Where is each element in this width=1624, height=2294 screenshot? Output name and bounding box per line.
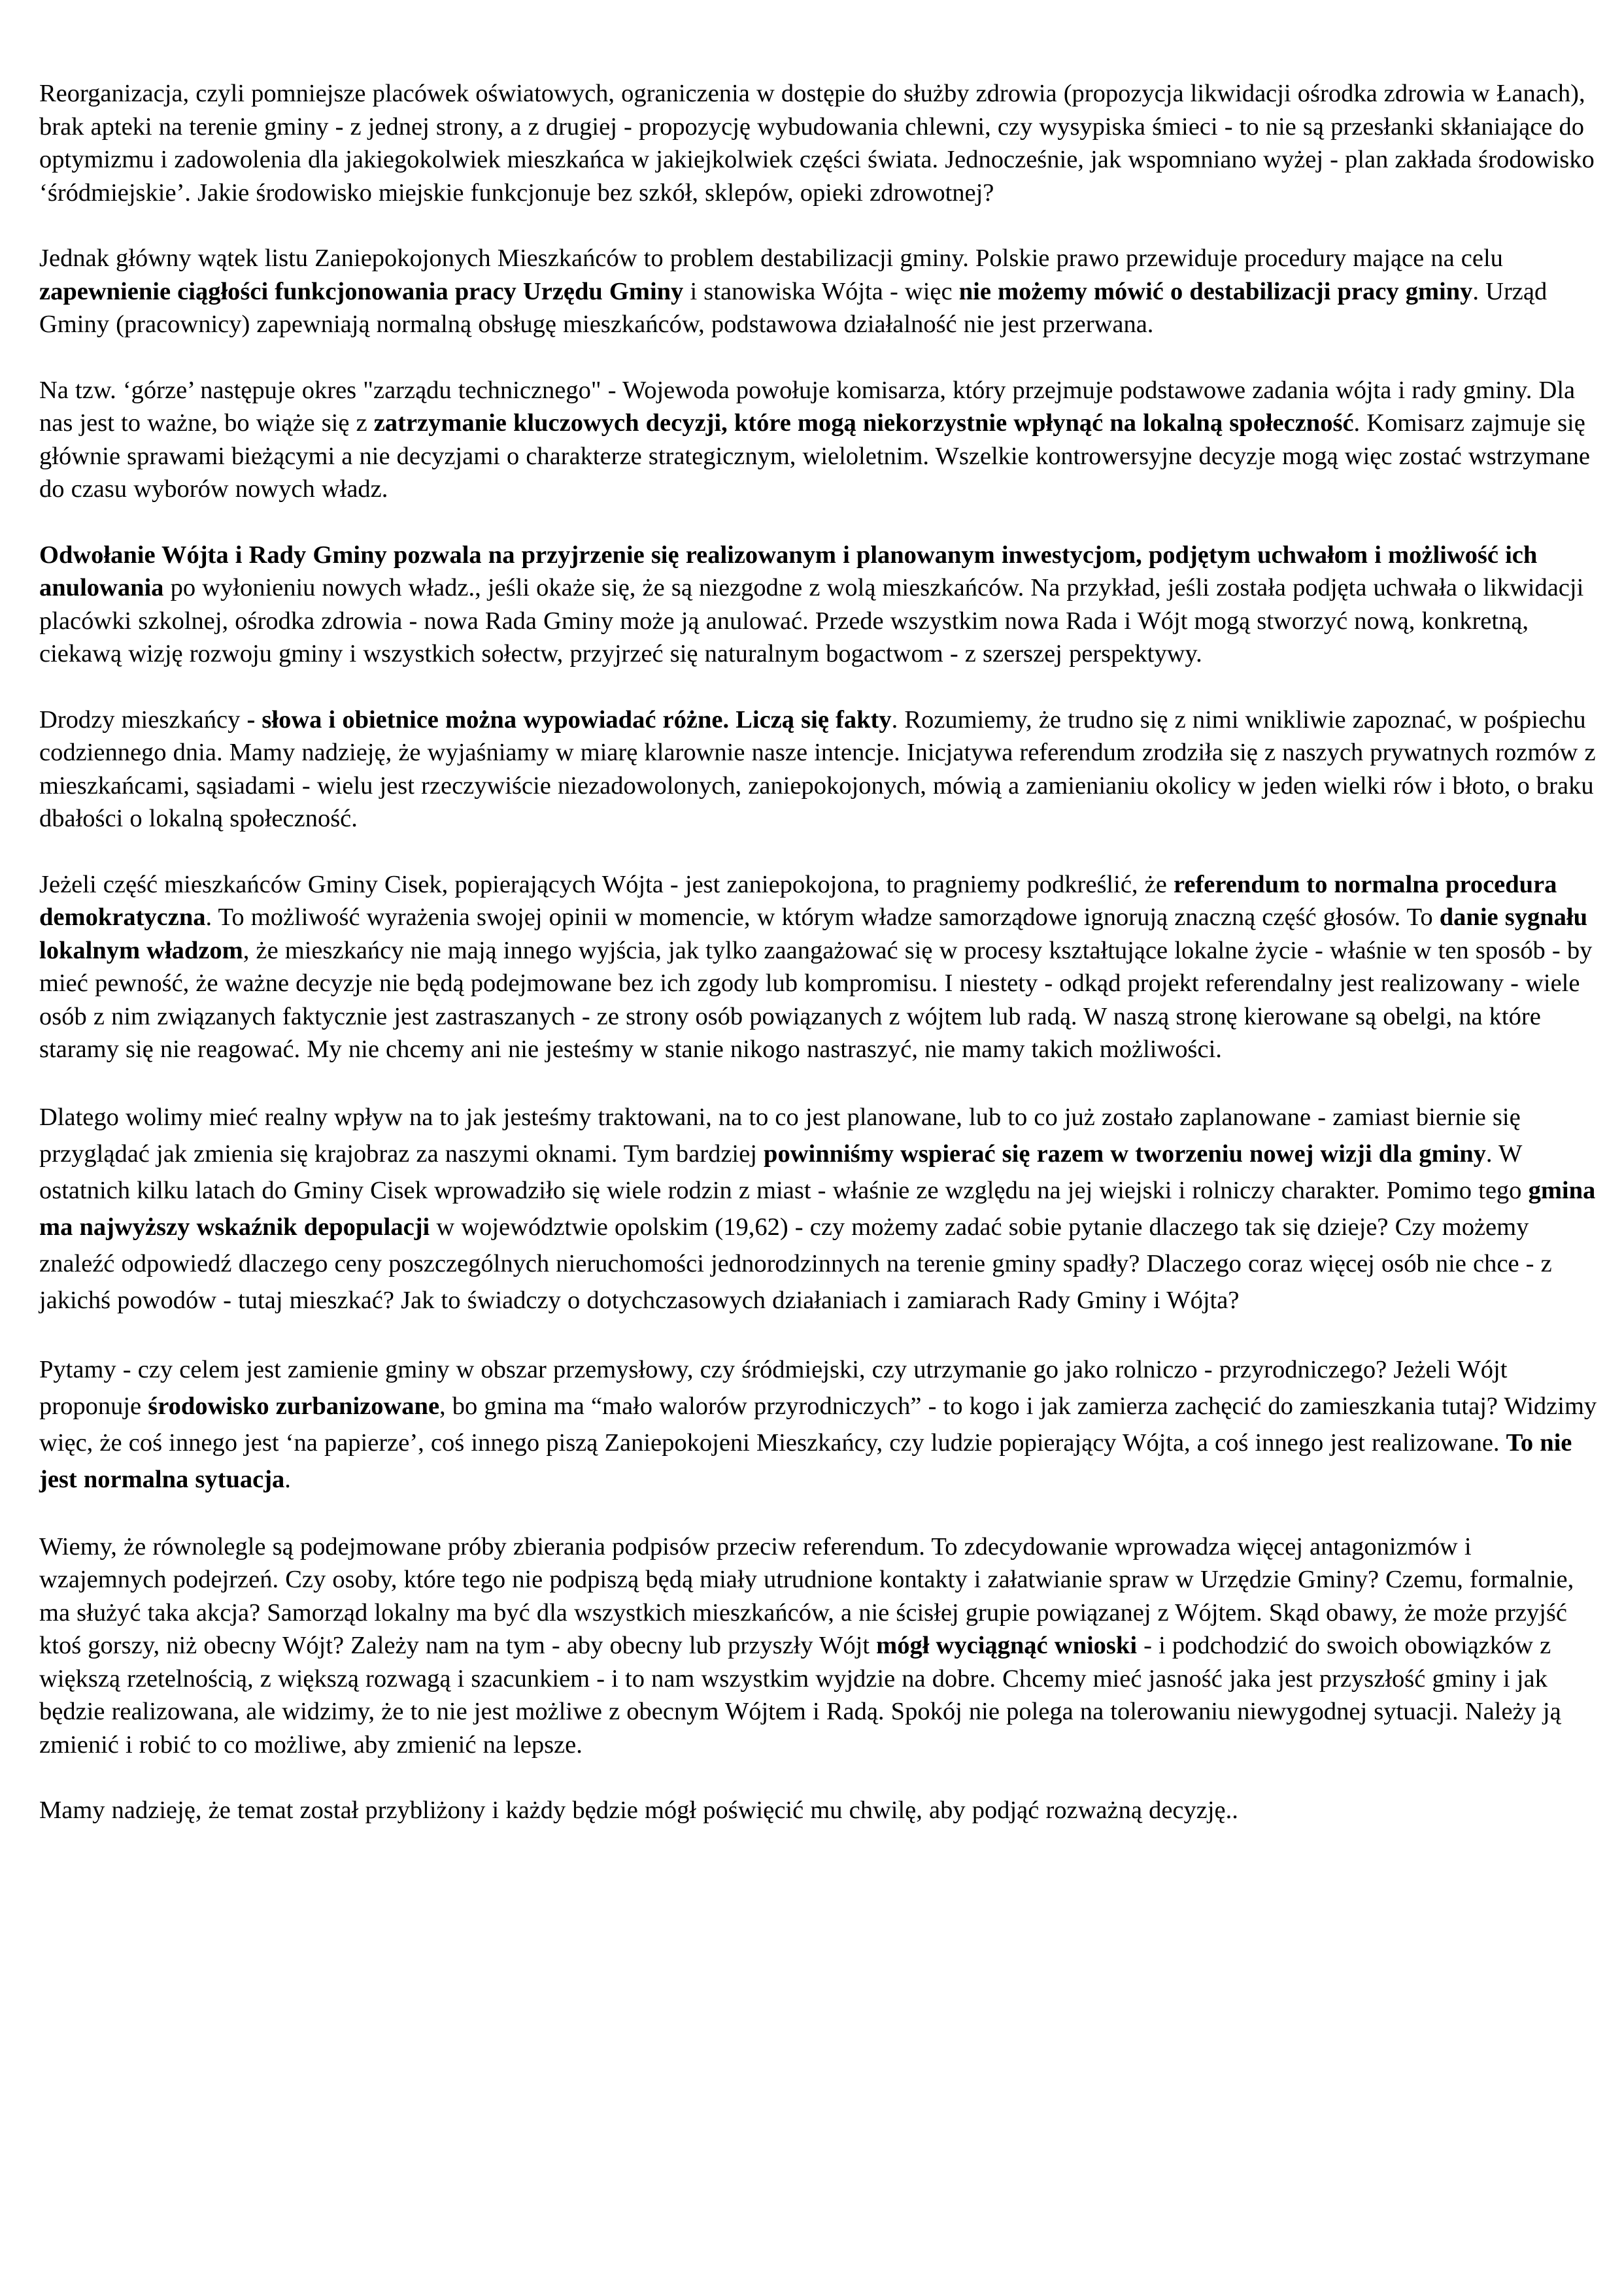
text-run: - i podchodzić do swoich obowiązków z większą rzetelnością, z większą rozwagą i szacunkiem - i to nam wszystkim wyjdzie na dobre. Chcemy mieć jasność jaka jest przyszłość gminy i jak będzie realizowana, ale widzimy, że to nie jest możliwe z obecnym Wójtem i Radą. Spokój nie polega na tolerowaniu niewygodnej sytuacji. Należy ją zmienić i robić to co możliwe, aby zmienić na lepsze. — [39, 1632, 1561, 1759]
text-run: . Komisarz zajmuje się głównie sprawami bieżącymi a nie decyzjami o charakterze strategicznym, wieloletnim. Wszelkie kontrowersyjne decyzje mogą więc zostać wstrzymane do czasu wyborów nowych władz. — [39, 409, 1590, 503]
paragraph-6 — [39, 868, 1602, 1066]
paragraph-7 — [39, 1099, 1602, 1319]
paragraph-5 — [39, 703, 1602, 835]
text-run: Wiemy, że równolegle są podejmowane próby zbierania podpisów przeciw referendum. To zdecydowanie wprowadza więcej antagonizmów i wzajemnych podejrzeń. Czy osoby, które tego nie podpiszą będą miały utrudnione kontakty i załatwianie spraw w Urzędzie Gminy? Czemu, formalnie, ma służyć taka akcja? Samorząd lokalny ma być dla wszystkich mieszkańców, a nie ścisłej grupie powiązanej z Wójtem. Skąd obawy, że może przyjść ktoś gorszy, niż obecny Wójt? Zależy nam na tym - aby obecny lub przyszły Wójt — [39, 1532, 1574, 1659]
text-run: Jeżeli część mieszkańców Gminy Cisek, popierających Wójta - jest zaniepokojona, to pragniemy podkreślić, że — [39, 870, 1174, 898]
text-run: , bo gmina ma “mało walorów przyrodniczych” - to kogo i jak zamierza zachęcić do zamieszkania tutaj? Widzimy więc, że coś innego jest ‘na papierze’, coś innego piszą Zaniepokojeni Mieszkańcy, czy ludzie popierający Wójta, a coś innego jest realizowane. — [39, 1392, 1597, 1457]
text-run: Pytamy - czy celem jest zamienie gminy w obszar przemysłowy, czy śródmiejski, czy utrzymanie go jako rolniczo - przyrodniczego? Jeżeli Wójt proponuje — [39, 1355, 1508, 1420]
text-run: Reorganizacja, czyli pomniejsze placówek oświatowych, ograniczenia w dostępie do służby zdrowia (propozycja likwidacji ośrodka zdrowia w Łanach), brak apteki na terenie gminy - z jednej strony, a z drugiej - propozycję wybudowania chlewni, czy wysypiska śmieci - to nie są przesłanki skłaniające do optymizmu i zadowolenia dla jakiegokolwiek mieszkańca w jakiejkolwiek części świata. Jednocześnie, jak wspomniano wyżej - plan zakłada środowisko ‘śródmiejskie’. Jakie środowisko miejskie funkcjonuje bez szkół, sklepów, opieki zdrowotnej? — [39, 80, 1595, 207]
bold-text-run: To nie jest normalna sytuacja — [39, 1428, 1572, 1493]
text-run: po wyłonieniu nowych władz., jeśli okaże się, że są niezgodne z wolą mieszkańców. Na przykład, jeśli została podjęta uchwała o likwidacji placówki szkolnej, ośrodka zdrowia - nowa Rada Gminy może ją anulować. Przede wszystkim nowa Rada i Wójt mogą stworzyć nową, konkretną, ciekawą wizję rozwoju gminy i wszystkich sołectw, przyjrzeć się naturalnym bogactwom - z szerszej perspektywy. — [39, 574, 1584, 667]
text-run: Dlatego wolimy mieć realny wpływ na to jak jesteśmy traktowani, na to co jest planowane, lub to co już zostało zaplanowane - zamiast biernie się przyglądać jak zmienia się krajobraz za naszymi oknami. Tym bardziej — [39, 1103, 1521, 1168]
bold-text-run: Odwołanie Wójta i Rady Gminy pozwala na przyjrzenie się realizowanym i planowanym inwestycjom, podjętym uchwałom i możliwość ich anulowania — [39, 541, 1538, 601]
text-run: , że mieszkańcy nie mają innego wyjścia, jak tylko zaangażować się w procesy kształtujące lokalne życie - właśnie w ten sposób - by mieć pewność, że ważne decyzje nie będą podejmowane bez ich zgody lub kompromisu. I niestety - odkąd projekt referendalny jest realizowany - wiele osób z nim związanych faktycznie jest zastraszanych - ze strony osób powiązanych z wójtem lub radą. W naszą stronę kierowane są obelgi, na które staramy się nie reagować. My nie chcemy ani nie jesteśmy w stanie nikogo nastraszyć, nie mamy takich możliwości. — [39, 936, 1593, 1063]
text-run: Jednak główny wątek listu Zaniepokojonych Mieszkańców to problem destabilizacji gminy. Polskie prawo przewiduje procedury mające na celu — [39, 245, 1503, 272]
text-run: . To możliwość wyrażenia swojej opinii w momencie, w którym władze samorządowe ignorują znaczną część głosów. To — [205, 903, 1440, 931]
bold-text-run: gmina ma najwyższy wskaźnik depopulacji — [39, 1176, 1596, 1241]
text-run: . W ostatnich kilku latach do Gminy Cisek wprowadziło się wiele rodzin z miast - właśnie ze względu na jej wiejski i rolniczy charakter. Pomimo tego — [39, 1139, 1529, 1204]
bold-text-run: środowisko zurbanizowane — [148, 1392, 440, 1420]
bold-text-run: referendum to normalna procedura demokratyczna — [39, 870, 1557, 931]
paragraph-10-closing — [39, 1794, 1602, 1827]
paragraph-2 — [39, 242, 1602, 341]
paragraph-9 — [39, 1530, 1602, 1762]
text-run: . — [284, 1465, 291, 1493]
document-page — [39, 77, 1602, 1860]
paragraph-1 — [39, 77, 1602, 209]
text-run: . Urząd Gminy (pracownicy) zapewniają normalną obsługę mieszkańców, podstawowa działalność nie jest przerwana. — [39, 277, 1548, 338]
bold-text-run: zatrzymanie kluczowych decyzji, które mogą niekorzystnie wpłynąć na lokalną społeczność — [373, 409, 1354, 437]
text-run: w województwie opolskim (19,62) - czy możemy zadać sobie pytanie dlaczego tak się dzieje? Czy możemy znaleźć odpowiedź dlaczego ceny poszczególnych nieruchomości jednorodzinnych na terenie gminy spadły? Dlaczego coraz więcej osób nie chce - z jakichś powodów - tutaj mieszkać? Jak to świadczy o dotychczasowych działaniach i zamiarach Rady Gminy i Wójta? — [39, 1213, 1552, 1314]
bold-text-run: mógł wyciągnąć wnioski — [876, 1632, 1138, 1659]
bold-text-run: zapewnienie ciągłości funkcjonowania pracy Urzędu Gminy — [39, 277, 684, 305]
text-run: i stanowiska Wójta - więc — [683, 277, 959, 305]
bold-text-run: - słowa i obietnice można wypowiadać różne. Liczą się fakty — [246, 705, 892, 734]
text-run: Mamy nadzieję, że temat został przybliżony i każdy będzie mógł poświęcić mu chwilę, aby podjąć rozważną decyzję.. — [39, 1796, 1238, 1824]
paragraph-4 — [39, 539, 1602, 671]
text-run: Drodzy mieszkańcy — [39, 705, 247, 734]
bold-text-run: nie możemy mówić o destabilizacji pracy gminy — [958, 277, 1473, 305]
bold-text-run: danie sygnału lokalnym władzom — [39, 903, 1587, 964]
text-run: Na tzw. ‘górze’ następuje okres "zarządu technicznego" - Wojewoda powołuje komisarza, który przejmuje podstawowe zadania wójta i rady gminy. Dla nas jest to ważne, bo wiąże się z — [39, 376, 1576, 437]
bold-text-run: powinniśmy wspierać się razem w tworzeniu nowej wizji dla gminy — [764, 1139, 1486, 1168]
paragraph-8 — [39, 1351, 1602, 1498]
paragraph-3 — [39, 374, 1602, 506]
text-run: . Rozumiemy, że trudno się z nimi wnikliwie zapoznać, w pośpiechu codziennego dnia. Mamy nadzieję, że wyjaśniamy w miarę klarownie nasze intencje. Inicjatywa referendum zrodziła się z naszych prywatnych rozmów z mieszkańcami, sąsiadami - wielu jest rzeczywiście niezadowolonych, zaniepokojonych, mówią a zamienianiu okolicy w jeden wielki rów i błoto, o braku dbałości o lokalną społeczność. — [39, 705, 1596, 832]
